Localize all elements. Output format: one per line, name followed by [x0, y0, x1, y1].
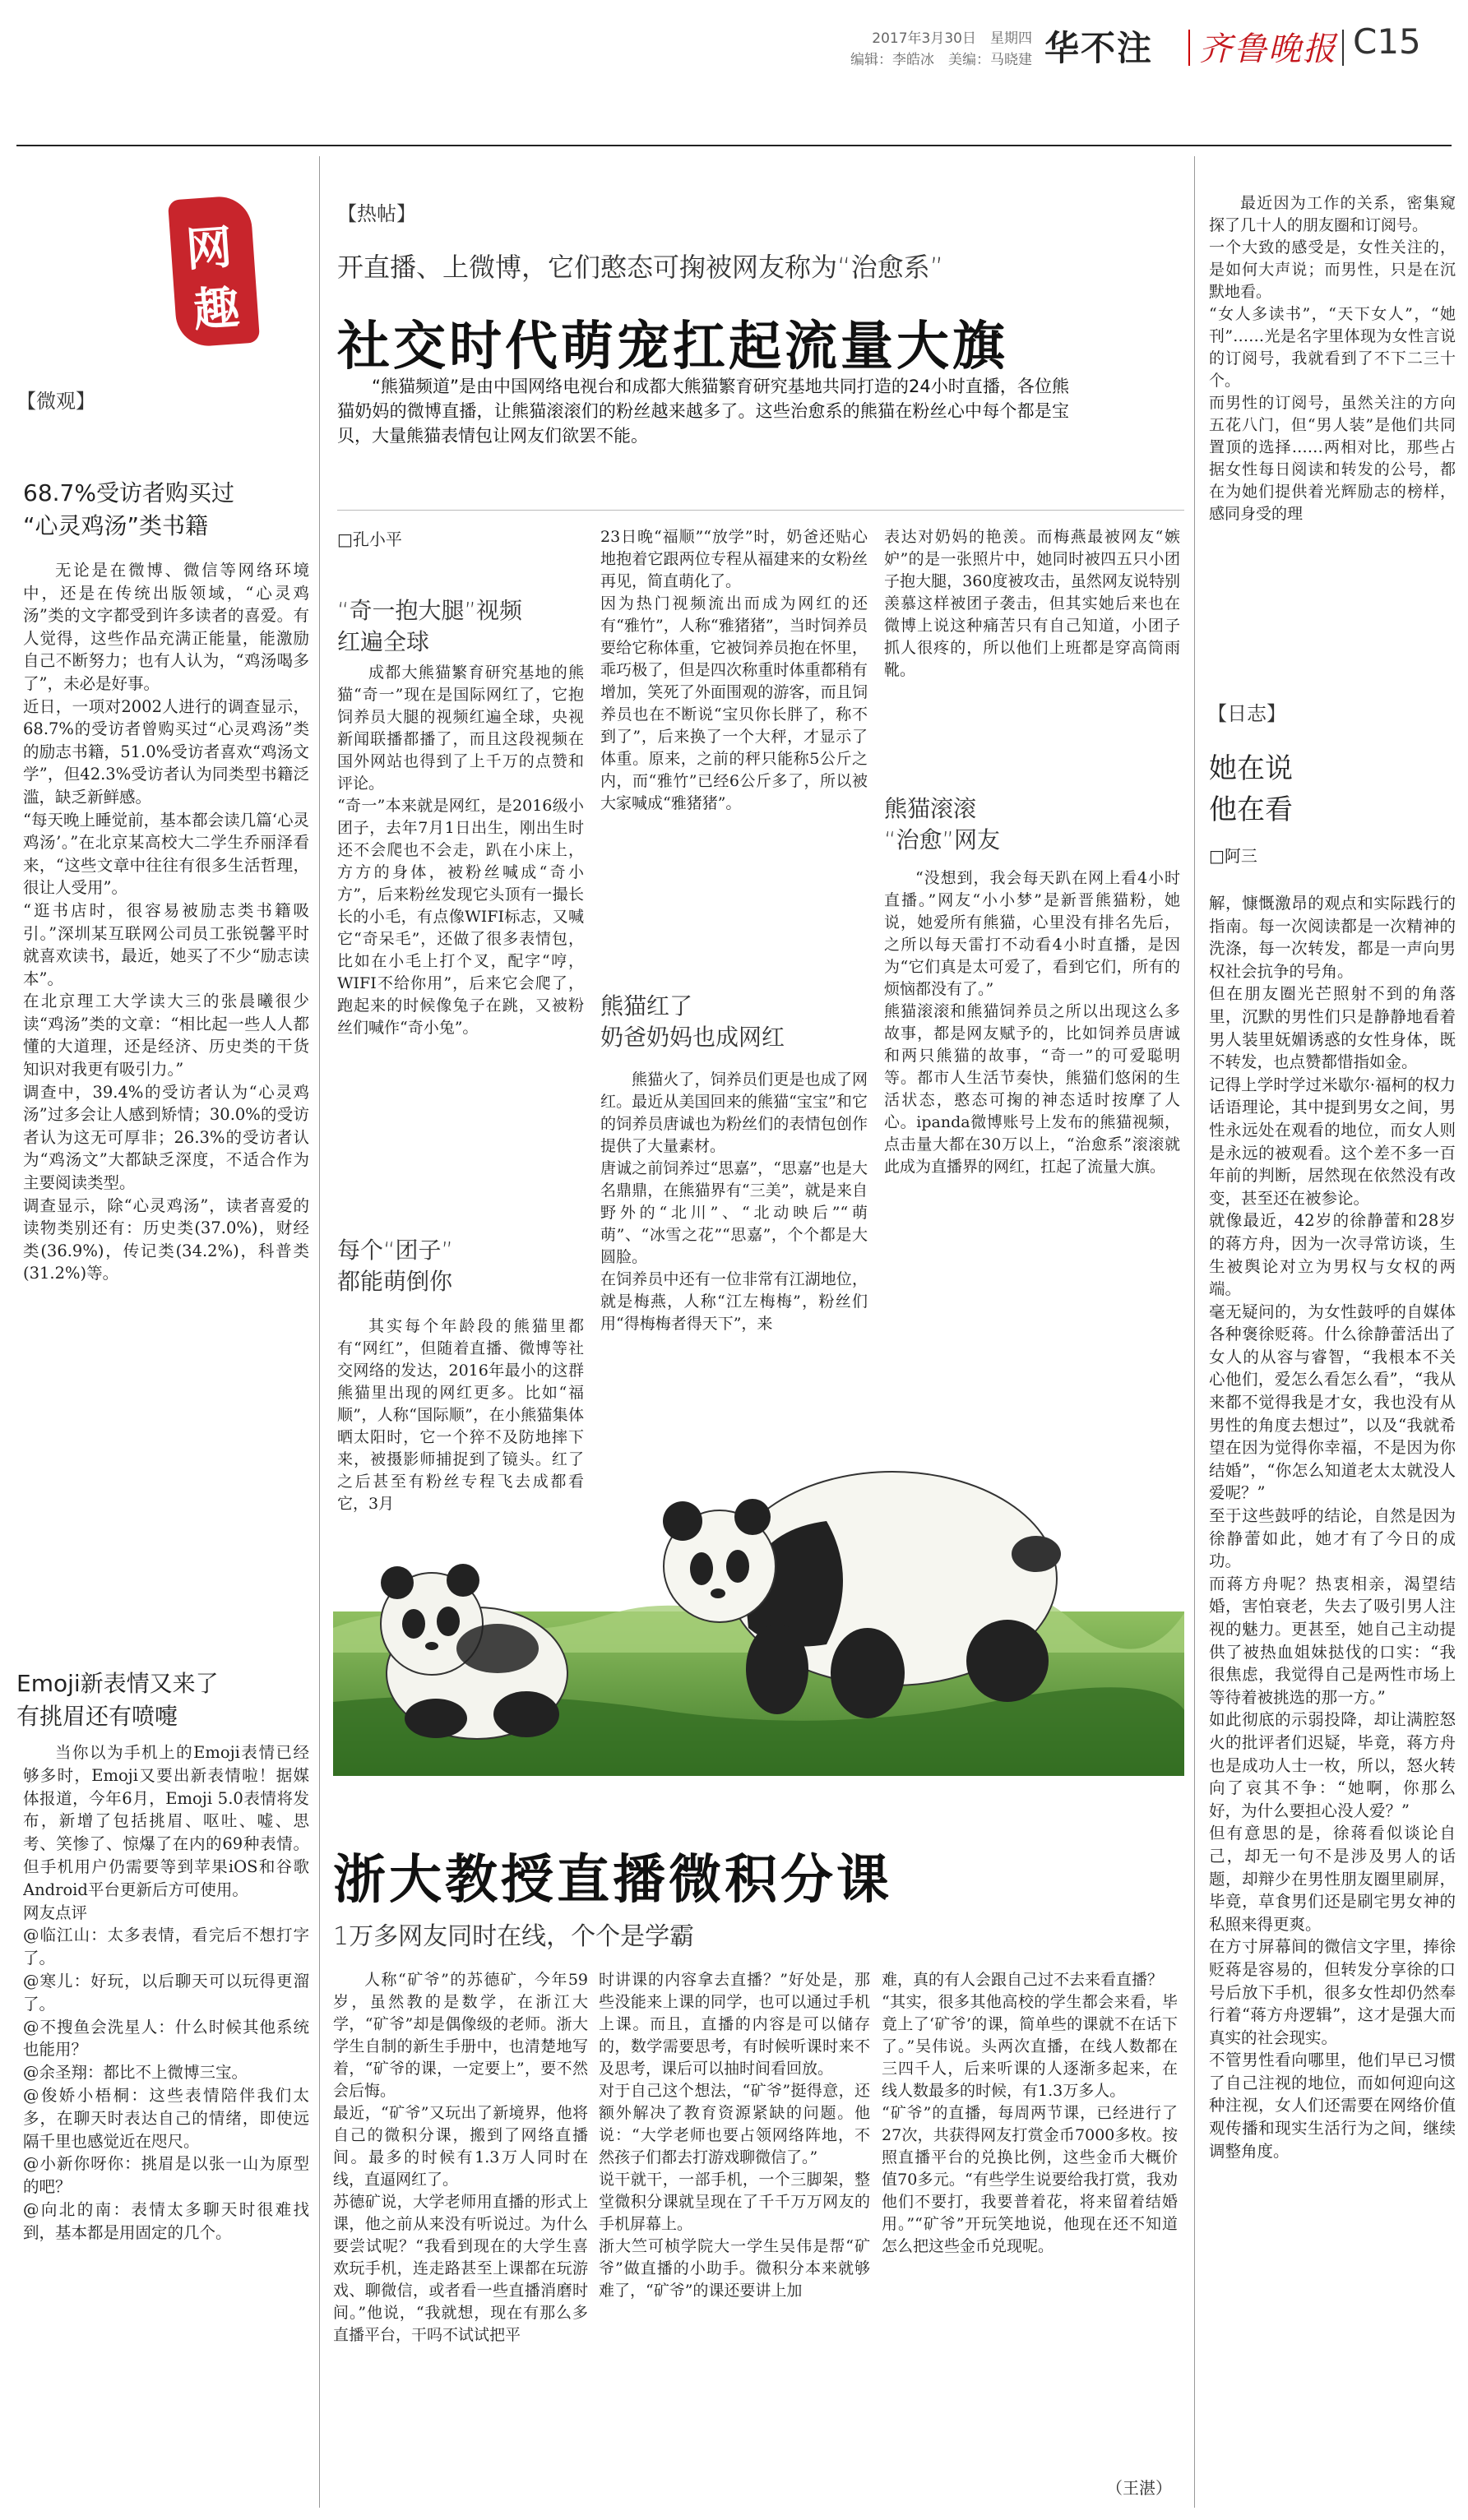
bottom-col1-text: 人称“矿爷”的苏德矿，今年59岁，虽然教的是数学，在浙江大学，“矿爷”却是偶像级的老师。浙大学生自制的新生手册中，也清楚地写着，“矿爷的课，一定要上”，要不然会后悔。 最近，“矿爷”又玩出了新境界，他将自己的微积分课，搬到了网络直播间。最多的时候有1.3万人同时在线，直逼网红了。 苏德矿说，大学老师用直播的形式上课，他之前从来没有听说过。为什么要尝试呢？“我看到现在的大学生喜欢玩手机，连走路甚至上课都在玩游戏、聊微信，或者看一些直播消磨时间。”他说，“我就想，现在有那么多直播平台，干吗不试试把平: [333, 1971, 588, 2344]
feature-subhead-4: [884, 793, 1180, 856]
right-headline-line-b: 他在看: [1209, 793, 1293, 826]
left-headline-1: [23, 477, 311, 543]
feature-subhead-2: [337, 1235, 584, 1297]
feature-subhead-4-line-a: 熊猫滚滚: [884, 795, 977, 822]
left-article-2: 当你以为手机上的Emoji表情已经够多时，Emoji又要出新表情啦！据媒体报道，今年6月，Emoji 5.0表情将发布，新增了包括挑眉、呕吐、嘘、思考、笑惨了、惊爆了在内的69种表情。但手机用户仍需要等到苹果iOS和谷歌Android平台更新后方可使用。 网友点评 @临江山：太多表情，看完后不想打字了。 @寒儿：好玩，以后聊天可以玩得更溜了。 @不搜鱼会洗星人：什么时候其他系统也能用？ @余圣翔：都比不上微博三宝。 @俊娇小梧桐：这些表情陪伴我们太多，在聊天时表达自己的情绪，即使远隔千里也感觉近在咫尺。 @小新你呀你：挑眉是以张一山为原型的吧？ @向北的南：表情太多聊天时很难找到，基本都是用固定的几个。: [23, 1743, 309, 2242]
right-article-top: 最近因为工作的关系，密集窥探了几十人的朋友圈和订阅号。 一个大致的感受是，女性关注的，是如何大声说；而男性，只是在沉默地看。 “女人多读书”，“天下女人”，“她刊”……光是名字里体现为女性言说的订阅号，我就看到了不下二三十个。 而男性的订阅号，虽然关注的方向五花八门，但“男人装”是他们共同置顶的选择……两相对比，那些占据女性每日阅读和转发的公号，都在为她们提供着光辉励志的榜样，感同身受的理: [1209, 194, 1456, 523]
feature-subtitle: 开直播、上微博，它们憨态可掬被网友称为“治愈系”: [337, 252, 944, 283]
masthead-divider: [1188, 30, 1190, 66]
feature-col3-text-a: 表达对奶妈的艳羡。而梅燕最被网友“嫉妒”的是一张照片中，她同时被四五只小团子抱大腿，360度被攻击，虽然网友说特别羡慕这样被团子袭击，但其实她后来也在微博上说这种痛苦只有自己知道，小团子抓人很疼的，所以他们上班都是穿高筒雨靴。: [884, 528, 1180, 679]
panda-illustration: [333, 1439, 1184, 1776]
feature-subhead-1-line-b: 红遍全球: [337, 628, 430, 655]
masthead-rule: [16, 145, 1452, 146]
right-headline-line-a: 她在说: [1209, 752, 1293, 785]
feature-col2-text-b: 熊猫火了，饲养员们更是也成了网红。最近从美国回来的熊猫“宝宝”和它的饲养员唐诚也为粉丝们的表情包创作提供了大量素材。 唐诚之前饲养过“思嘉”，“思嘉”也是大名鼎鼎，在熊猫界有“三美”，就是来自野外的“北川”、“北动映后”“萌萌”、“冰雪之花”“思嘉”，个个都是大圆脸。 在饲养员中还有一位非常有江湖地位，就是梅燕，人称“江左梅梅”，粉丝们用“得梅梅者得天下”，来: [600, 1070, 868, 1333]
feature-col1-text-a: 成都大熊猫繁育研究基地的熊猫“奇一”现在是国际网红了，它抱饲养员大腿的视频红遍全球，央视新闻联播都播了，而且这段视频在国外网站也得到了上千万的点赞和评论。 “奇一”本来就是网红，是2016级小团子，去年7月1日出生，刚出生时还不会爬也不会走，趴在小床上，方方的身体，被粉丝喊成“奇小方”，后来粉丝发现它头顶有一撮长长的小毛，有点像WIFI标志，又喊它“奇呆毛”，还做了很多表情包，比如在小毛上打个叉，配字“哼，WIFI不给你用”，后来它会爬了，跑起来的时候像兔子在跳，又被粉丝们喊作“奇小兔”。: [337, 664, 584, 1037]
feature-section-tag: 【热帖】: [337, 202, 416, 225]
left-section-tag: 【微观】: [16, 390, 95, 413]
feature-lead-rule: [337, 510, 1184, 511]
bottom-col3-text: 难，真的有人会跟自己过不去来看直播？ “其实，很多其他高校的学生都会来看，毕竟上了‘矿爷’的课，简单些的课就不在话下了。”吴伟说。头两次直播，在线人数都在三四千人，后来听课的人逐渐多起来，在线人数最多的时候，有1.3万多人。 “矿爷”的直播，每周两节课，已经进行了27次，共获得网友打赏金币7000多枚。按照直播平台的兑换比例，这些金币大概价值70多元。“有些学生说要给我打赏，我劝他们不要打，我要普着花，将来留着结婚用。”“矿爷”开玩笑地说，他现在还不知道怎么把这些金币兑现呢。: [882, 1971, 1178, 2255]
bottom-credit: （王湛）: [1106, 2478, 1172, 2498]
feature-subhead-3: [600, 991, 868, 1053]
bottom-col2-text: 时讲课的内容拿去直播？”好处是，那些没能来上课的同学，也可以通过手机上课。而且，直播的内容是可以储存的，数学需要思考，有时候听课时来不及思考，课后可以抽时间看回放。 对于自己这个想法，“矿爷”挺得意，还额外解决了教育资源紧缺的问题。他说：“大学老师也要占领网络阵地，不然孩子们都去打游戏聊微信了。” 说干就干，一部手机，一个三脚架，整堂微积分课就呈现在了千千万万网友的手机屏幕上。 浙大竺可桢学院大一学生吴伟是帮“矿爷”做直播的小助手。微积分本来就够难了，“矿爷”的课还要讲上加: [599, 1971, 870, 2300]
left-column-divider: [319, 156, 320, 2508]
feature-lead: “熊猫频道”是由中国网络电视台和成都大熊猫繁育研究基地共同打造的24小时直播，各位熊猫奶妈的微博直播，让熊猫滚滚们的粉丝越来越多了。这些治愈系的熊猫在粉丝心中每个都是宝贝，大量熊猫表情包让网友们欲罢不能。: [337, 377, 1069, 446]
feature-byline: □孔小平: [337, 529, 402, 549]
masthead-divider-2: [1342, 30, 1344, 66]
right-column-divider: [1194, 156, 1195, 2508]
stamp-char-2: 趣: [191, 280, 242, 338]
left-headline-2: [16, 1667, 313, 1733]
feature-col3-text-b: “没想到，我会每天趴在网上看4小时直播。”网友“小小梦”是新晋熊猫粉，她说，她爱所有熊猫，心里没有排名先后，之所以每天雷打不动看4小时直播，是因为“它们真是太可爱了，看到它们，所有的烦恼都没有了。” 熊猫滚滚和熊猫饲养员之所以出现这么多故事，都是网友赋予的，比如饲养员唐诚和两只熊猫的故事，“奇一”的可爱聪明等。都市人生活节奏快，熊猫们悠闲的生活状态，憨态可掬的神态适时按摩了人心。ipanda微博账号上发布的熊猫视频，点击量大都在30万以上，“治愈系”滚滚就此成为直播界的网红，扛起了流量大旗。: [884, 869, 1180, 1176]
right-section-tag: 【日志】: [1207, 702, 1286, 725]
left-headline-1-line-b: “心灵鸡汤”类书籍: [23, 512, 209, 539]
right-byline: □阿三: [1209, 846, 1257, 866]
stamp-logo: [168, 195, 260, 349]
right-headline: [1209, 707, 1456, 830]
feature-col2-text-a: 23日晚“福顺”“放学”时，奶爸还贴心地抱着它跟两位专程从福建来的女粉丝再见，简直萌化了。 因为热门视频流出而成为网红的还有“雅竹”，人称“雅猪猪”，当时饲养员要给它称体重，它被饲养员抱在怀里，乖巧极了，但是四次称重时体重都稍有增加，笑死了外面围观的游客，而且饲养员也在不断说“宝贝你长胖了，称不到了”，后来换了一个大秤，才显示了体重。原来，之前的秤只能称5公斤之内，而“雅竹”已经6公斤多了，所以被大家喊成“雅猪猪”。: [600, 528, 868, 812]
panda-illustration-svg: [333, 1439, 1184, 1776]
left-headline-1-line-a: 68.7%受访者购买过: [23, 479, 234, 506]
feature-subhead-3-line-b: 奶爸奶妈也成网红: [600, 1024, 785, 1051]
feature-subhead-3-line-a: 熊猫红了: [600, 992, 693, 1020]
paper-logo: 齐鲁晚报: [1199, 30, 1337, 68]
left-headline-2-line-b: 有挑眉还有喷嚏: [16, 1703, 178, 1730]
feature-subhead-2-line-b: 都能萌倒你: [337, 1268, 453, 1295]
masthead-date: 2017年3月30日 星期四: [872, 30, 1032, 47]
feature-title: 社交时代萌宠扛起流量大旗: [337, 317, 1008, 377]
bottom-subtitle: 1万多网友同时在线，个个是学霸: [333, 1922, 695, 1951]
feature-subhead-2-line-a: 每个“团子”: [337, 1237, 454, 1264]
left-article-1: 无论是在微博、微信等网络环境中，还是在传统出版领域，“心灵鸡汤”类的文字都受到许多读者的喜爱。有人觉得，这些作品充满正能量，能激励自己不断努力；也有人认为，“鸡汤喝多了”，未必是好事。 近日，一项对2002人进行的调查显示，68.7%的受访者曾购买过“心灵鸡汤”类的励志书籍，51.0%受访者喜欢“鸡汤文学”，但42.3%受访者认为同类型书籍泛滥，缺乏新鲜感。 “每天晚上睡觉前，基本都会读几篇‘心灵鸡汤’。”在北京某高校大二学生乔丽泽看来，“这些文章中往往有很多生活哲理，很让人受用”。 “逛书店时，很容易被励志类书籍吸引。”深圳某互联网公司员工张锐馨平时就喜欢读书，最近，她买了不少“励志读本”。 在北京理工大学读大三的张晨曦很少读“鸡汤”类的文章：“相比起一些人人都懂的大道理，还是经济、历史类的干货知识对我更有吸引力。” 调查中，39.4%的受访者认为“心灵鸡汤”过多会让人感到矫情；30.0%的受访者认为这无可厚非；26.3%的受访者认为“鸡汤文”大都缺乏深度，不适合作为主要阅读类型。 调查显示，除“心灵鸡汤”，读者喜爱的读物类别还有：历史类(37.0%)，财经类(36.9%)，传记类(34.2%)，科普类(31.2%)等。: [23, 561, 309, 1283]
bottom-title: 浙大教授直播微积分课: [333, 1850, 892, 1911]
feature-subhead-1: [337, 595, 584, 658]
masthead-editors: 编辑：李皓冰 美编：马晓建: [850, 52, 1032, 68]
feature-col1-text-b: 其实每个年龄段的熊猫里都有“网红”，但随着直播、微博等社交网络的发达，2016年最小的这群熊猫里出现的网红更多。比如“福顺”，人称“国际顺”，在小熊猫集体晒太阳时，它一个猝不及防地摔下来，被摄影师捕捉到了镜头。红了之后甚至有粉丝专程飞去成都看它，3月: [337, 1317, 584, 1513]
small-panda: [381, 1564, 567, 1739]
feature-subhead-4-line-b: “治愈”网友: [884, 826, 1001, 853]
right-article: 解，慷慨激昂的观点和实际践行的指南。每一次阅读都是一次精神的洗涤，每一次转发，都是一声向男权社会抗争的号角。 但在朋友圈光芒照射不到的角落里，沉默的男性们只是静静地看着男人装里妩媚诱惑的女性身体，既不转发，也点赞都惜指如金。 记得上学时学过米歇尔·福柯的权力话语理论，其中提到男女之间，男性永远处在观看的地位，而女人则是永远的被观看。这个差不多一百年前的判断，居然现在依然没有改变，甚至还在被参论。 就像最近，42岁的徐静蕾和28岁的蒋方舟，因为一次寻常访谈，生生被舆论对立为男权与女权的两端。 毫无疑问的，为女性鼓呼的自媒体各种褒徐贬蒋。什么徐静蕾活出了女人的从容与睿智，“我根本不关心他们，爱怎么看怎么看”，“我从来都不觉得我是才女，我也没有从男性的角度去想过”，以及“我就希望在因为觉得你幸福，不是因为你结婚”，“你怎么知道老太太就没人爱呢？” 至于这些鼓呼的结论，自然是因为徐静蕾如此，她才有了今日的成功。 而蒋方舟呢？热衷相亲，渴望结婚，害怕衰老，失去了吸引男人注视的魅力。更甚至，她自己主动提供了被热血姐妹挞伐的口实：“我很焦虑，我觉得自己是两性市场上等待着被挑选的那一方。” 如此彻底的示弱投降，却让满腔怒火的批评者们迟疑，毕竟，蒋方舟也是成功人士一枚，所以，怒火转向了哀其不争：“她啊，你那么好，为什么要担心没人爱？” 但有意思的是，徐蒋看似谈论自己，却无一句不是涉及男人的话题，却辩少在男性朋友圈里刷屏，毕竟，草食男们还是刷宅男女神的私照来得更爽。 在方寸屏幕间的微信文字里，捧徐贬蒋是容易的，但转发分享徐的口号后放下手机，很多女性却仍然奉行着“蒋方舟逻辑”，这才是强大而真实的社会现实。 不管男性看向哪里，他们早已习惯了自己注视的地位，而如何迎向这种注视，女人们还需要在网络价值观传播和现实生活行为之间，继续调整角度。: [1209, 894, 1456, 2161]
page-number: C15: [1353, 21, 1421, 62]
section-name: 华不注: [1044, 28, 1154, 68]
feature-subhead-1-line-a: “奇一抱大腿”视频: [337, 597, 523, 624]
stamp-char-1: 网: [183, 220, 234, 278]
left-headline-2-line-a: Emoji新表情又来了: [16, 1670, 219, 1697]
